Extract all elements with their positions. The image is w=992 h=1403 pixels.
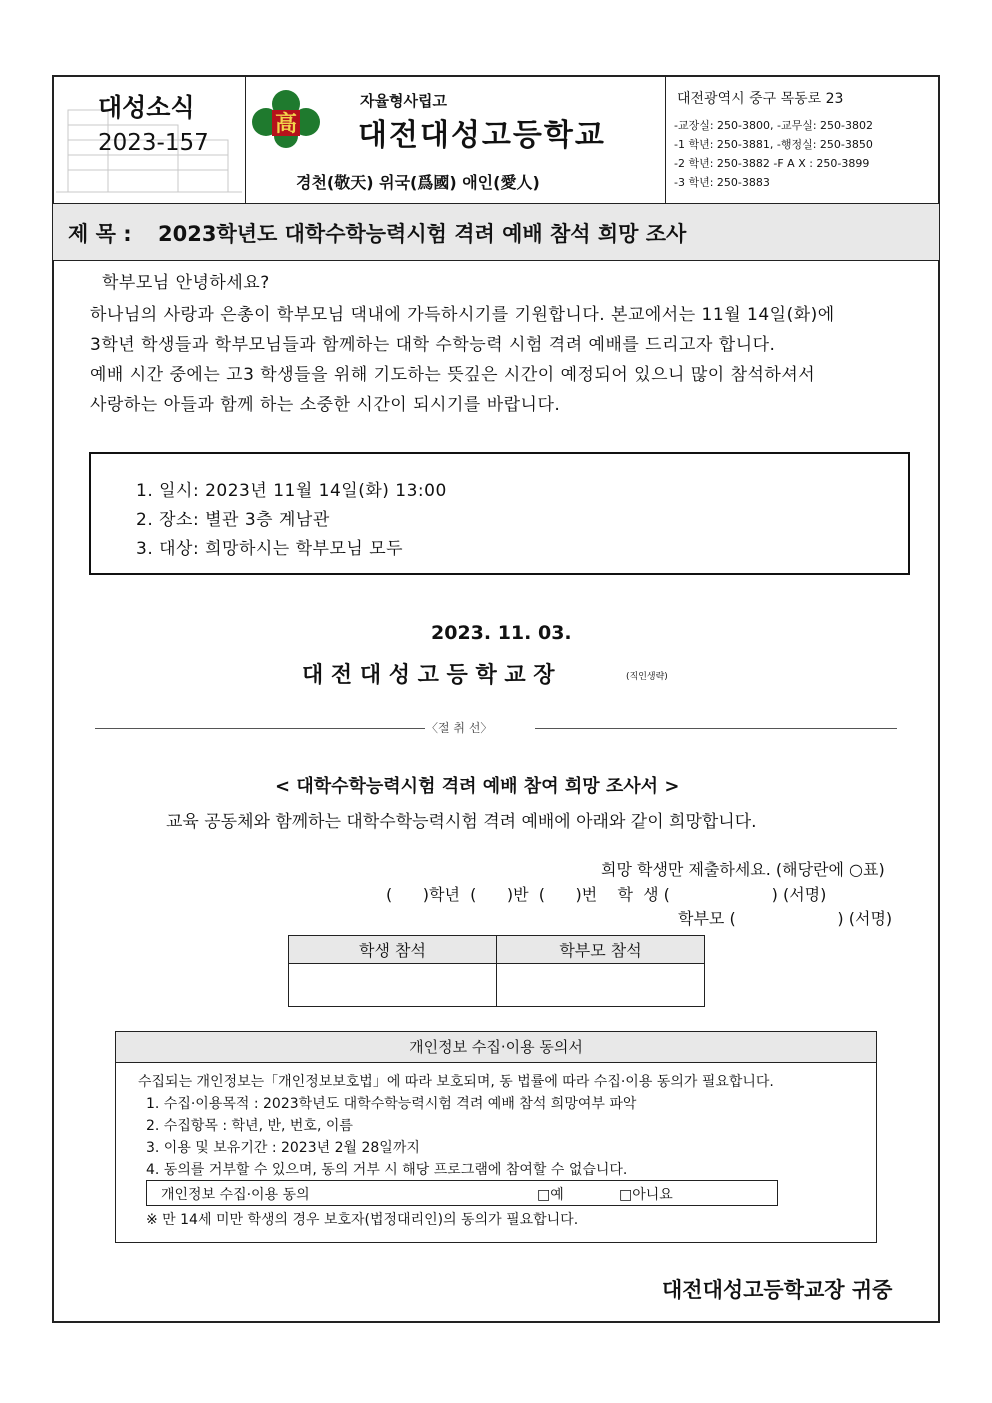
detail-place: 2. 장소: 별관 3층 계남관	[136, 510, 330, 530]
parent-attend-cell[interactable]	[497, 964, 705, 1007]
school-type: 자율형사립고	[360, 92, 447, 110]
consent-no-checkbox[interactable]: □아니요	[619, 1187, 673, 1203]
detail-target: 3. 대상: 희망하시는 학부모님 모두	[136, 539, 404, 559]
privacy-item: 1. 수집·이용목적 : 2023학년도 대학수학능력시험 격려 예배 참석 희망여부 파악	[146, 1096, 637, 1112]
recipient: 대전대성고등학교장 귀중	[662, 1278, 893, 1302]
privacy-item: 4. 동의를 거부할 수 있으며, 동의 거부 시 해당 프로그램에 참여할 수 없습니다.	[146, 1162, 628, 1178]
school-address: 대전광역시 중구 목동로 23	[677, 91, 844, 107]
subject-label: 제 목 :	[68, 222, 132, 246]
survey-title: < 대학수학능력시험 격려 예배 참여 희망 조사서 >	[275, 776, 680, 797]
cut-line-left	[95, 728, 425, 729]
letter-line: 사랑하는 아들과 함께 하는 소중한 시간이 되시기를 바랍니다.	[90, 395, 561, 415]
attendance-table	[288, 935, 705, 1007]
consent-row	[146, 1180, 778, 1206]
contact-line: -1 학년: 250-3881, -행정실: 250-3850	[674, 138, 873, 151]
letter-line: 예배 시간 중에는 고3 학생들을 위해 기도하는 뜻깊은 시간이 예정되어 있으니 많이 참석하셔서	[90, 365, 816, 385]
consent-yes-checkbox[interactable]: □예	[537, 1187, 564, 1203]
privacy-title: 개인정보 수집·이용 동의서	[116, 1032, 876, 1063]
issue-date: 2023. 11. 03.	[431, 622, 572, 644]
subject-text: 2023학년도 대학수학능력시험 격려 예배 참석 희망 조사	[158, 222, 687, 246]
cut-line-right	[535, 728, 897, 729]
survey-instruction: 희망 학생만 제출하세요. (해당란에 ○표)	[601, 860, 885, 879]
student-info-line: ( )학년 ( )반 ( )번 학 생 ( ) (서명)	[386, 885, 827, 904]
contact-line: -교장실: 250-3800, -교무실: 250-3802	[674, 119, 874, 132]
header-divider-left	[245, 76, 246, 203]
cut-line-text: 절 취 선	[438, 721, 481, 735]
letter-greeting: 학부모님 안녕하세요?	[102, 273, 270, 293]
seal-note: (직인생략)	[626, 672, 668, 682]
letter-line: 하나님의 사랑과 은총이 학부모님 댁내에 가득하시기를 기원합니다. 본교에서는 11월 14일(화)에	[90, 305, 835, 325]
privacy-consent-box	[115, 1031, 877, 1243]
header-parent-attend: 학부모 참석	[497, 936, 705, 964]
logo-glyph: 高	[274, 111, 298, 137]
school-logo-icon	[250, 88, 322, 150]
privacy-intro: 수집되는 개인정보는「개인정보보호법」에 따라 보호되며, 동 법률에 따라 수집·이용 동의가 필요합니다.	[138, 1074, 774, 1090]
privacy-note: ※ 만 14세 미만 학생의 경우 보호자(법정대리인)의 동의가 필요합니다.	[146, 1212, 579, 1228]
survey-intro: 교육 공동체와 함께하는 대학수학능력시험 격려 예배에 아래와 같이 희망합니다.	[166, 812, 757, 832]
privacy-item: 2. 수집항목 : 학년, 반, 번호, 이름	[146, 1118, 353, 1134]
header-divider-right	[665, 76, 666, 203]
privacy-item: 3. 이용 및 보유기간 : 2023년 2월 28일까지	[146, 1140, 420, 1156]
consent-label: 개인정보 수집·이용 동의	[161, 1187, 310, 1203]
contact-line: -2 학년: 250-3882 -F A X : 250-3899	[674, 157, 870, 170]
badge-title: 대성소식	[98, 93, 195, 122]
letter-line: 3학년 학생들과 학부모님들과 함께하는 대학 수학능력 시험 격려 예배를 드리고자 합니다.	[90, 335, 776, 355]
school-motto: 경천(敬天) 위국(爲國) 애인(愛人)	[296, 173, 540, 192]
contact-line: -3 학년: 250-3883	[674, 176, 770, 189]
issue-number: 2023-157	[98, 130, 209, 156]
detail-date: 1. 일시: 2023년 11월 14일(화) 13:00	[136, 481, 447, 501]
student-attend-cell[interactable]	[289, 964, 497, 1007]
school-name: 대전대성고등학교	[358, 118, 606, 153]
header-student-attend: 학생 참석	[289, 936, 497, 964]
parent-info-line: 학부모 ( ) (서명)	[678, 909, 893, 928]
cut-line-label: 〈절 취 선〉	[426, 721, 493, 735]
principal-title: 대 전 대 성 고 등 학 교 장	[302, 663, 555, 688]
